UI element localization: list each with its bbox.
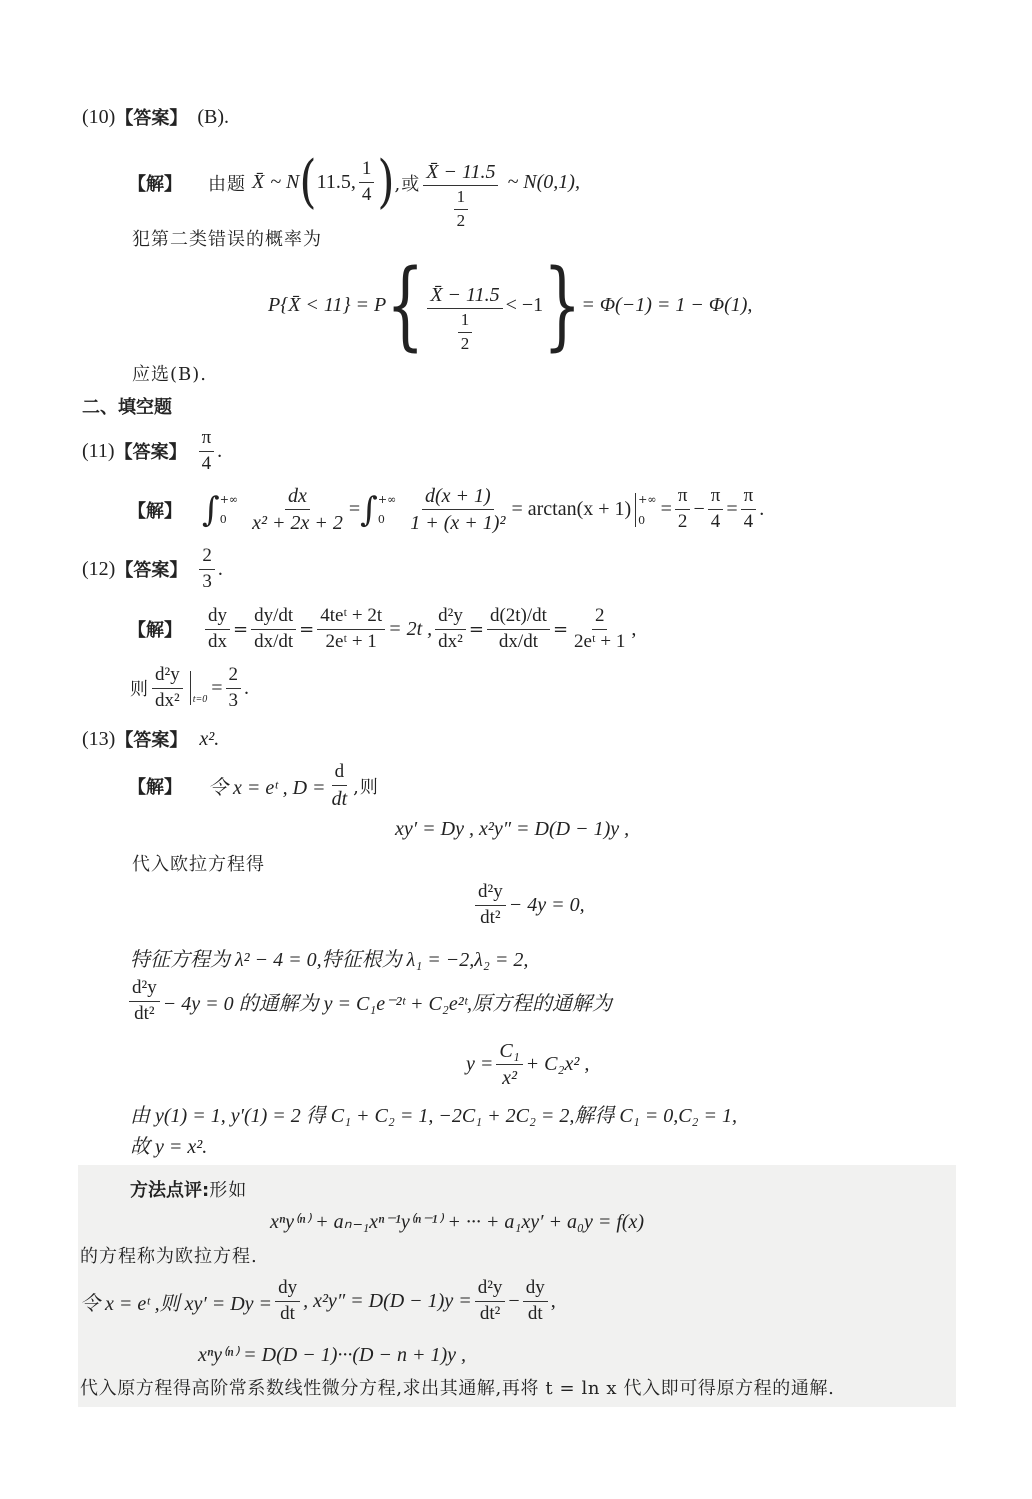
paren: ) (377, 148, 395, 216)
upper-limit: +∞ (219, 492, 239, 506)
formula: , (631, 617, 637, 640)
text-line (130, 1099, 737, 1128)
formula: xⁿy⁽ⁿ⁾ + aₙ₋₁xⁿ⁻¹y⁽ⁿ⁻¹⁾ + ··· + a₁xy′ + a₀y = f(x) (270, 1211, 645, 1233)
formula: 特征方程为 λ² − 4 = 0,特征根为 λ₁ = −2,λ₂ = 2, (130, 949, 529, 971)
numerator: d(x + 1) (422, 485, 494, 510)
formula: y = (466, 1053, 494, 1075)
text: 的方程称为欧拉方程. (80, 1246, 258, 1267)
formula-line (472, 882, 585, 929)
answer-tag: 【答案】 (115, 108, 188, 129)
numerator: d (332, 762, 348, 786)
q13-answer-line (82, 726, 219, 752)
solution-tag: 【解】 (128, 620, 182, 642)
fraction (317, 606, 385, 653)
q10-answer-line (82, 104, 229, 130)
numerator: 2 (592, 606, 608, 630)
formula: + C₂x² , (525, 1053, 590, 1075)
formula-line (80, 1278, 556, 1325)
fraction (129, 978, 160, 1025)
numerator: 1 (359, 159, 375, 183)
formula: = 2t , (388, 617, 433, 640)
q12-answer-line (82, 546, 223, 593)
denominator: 1 + (x + 1)² (410, 512, 506, 534)
answer-tag: 【答案】 (115, 560, 188, 582)
integral-sign: ∫ (202, 489, 220, 530)
limits (378, 490, 396, 530)
solution-tag: 【解】 (128, 776, 182, 798)
denominator: 2 (456, 210, 466, 230)
fraction (675, 486, 691, 533)
text: 代入原方程得高阶常系数线性微分方程,求出其通解,再将 t = ln x 代入即可得原方程的通解. (80, 1378, 835, 1399)
text-line (132, 850, 265, 876)
section-heading (82, 393, 172, 419)
formula: . (217, 439, 223, 462)
numerator: X̄ − 11.5 (423, 161, 498, 186)
denominator: dx² (438, 630, 463, 652)
text: ,或 (394, 173, 421, 195)
q11-answer-line (82, 428, 222, 475)
numerator: d(2t)/dt (487, 606, 550, 630)
fraction (427, 284, 502, 353)
formula: P{X̄ < 11} = P (268, 294, 387, 317)
formula: , (550, 1289, 556, 1312)
text-line (80, 1374, 834, 1400)
denominator: 4 (361, 184, 372, 206)
text-line (80, 1242, 258, 1268)
denominator: 4 (743, 511, 754, 532)
numerator: π (741, 486, 757, 510)
denominator: 2eᵗ + 1 (574, 630, 626, 652)
formula: 令 x = eᵗ ,则 xy′ = Dy = (80, 1292, 273, 1315)
paren: ( (299, 148, 317, 216)
numerator: π (708, 486, 724, 510)
fraction (741, 486, 757, 533)
q11-solution-line (128, 485, 764, 534)
denominator: dt (331, 787, 348, 810)
answer-tag: 【答案】 (115, 730, 188, 751)
answer-tag: 【答案】 (114, 442, 187, 464)
formula: xy′ = Dy , x²y″ = D(D − 1)y , (395, 818, 630, 840)
text: 应选(B). (132, 364, 207, 385)
fraction (251, 606, 296, 653)
formula: , x²y″ = D(D − 1)y = (303, 1289, 472, 1312)
question-number: (11) (82, 439, 115, 462)
evaluation-bar (190, 671, 208, 705)
formula: = (348, 498, 361, 520)
fraction (435, 606, 466, 653)
limits (220, 490, 238, 530)
denominator: 4 (710, 511, 721, 532)
solution-tag: 【解】 (128, 500, 182, 522)
denominator: x² + 2x + 2 (252, 512, 343, 534)
q10-solution-line (128, 135, 580, 230)
denominator: dx/dt (498, 630, 538, 652)
numerator: dy (275, 1278, 300, 1302)
formula: X̄ (252, 171, 265, 194)
fraction (423, 161, 498, 230)
formula: 令 x = eᵗ , D = (208, 777, 326, 800)
text: 形如 (209, 1180, 248, 1201)
q13-solution-line (128, 762, 379, 810)
question-number: (10) (82, 105, 116, 128)
fraction (359, 159, 375, 206)
q12-solution-line: 【解】 $\frac{dy}{dx}$ = $\frac{dy/dt}{dx/dt}$ = $\frac{\text{4teᵗ + 2t}}{\text{2eᵗ + 1}}$ = 2t , $\frac{\text{d²y}}{\text{dx²}}$ = $\frac{d(2t)/dt}{dx/dt}$ = $\frac{2}{\text{2eᵗ + 1}}$ , (128, 605, 637, 652)
numerator: C₁ (496, 1040, 522, 1065)
upper-limit: +∞ (377, 492, 397, 506)
fraction (249, 485, 346, 534)
formula: . (759, 498, 765, 520)
fraction (275, 1278, 300, 1325)
formula: 11.5, (316, 171, 356, 194)
denominator: dt² (479, 1302, 501, 1324)
section-title: 二、填空题 (82, 397, 172, 418)
fraction (487, 606, 550, 653)
evaluation-point: t=0 (192, 694, 208, 706)
denominator: dx² (155, 689, 180, 711)
formula: < −1 (505, 294, 544, 317)
solution-tag: 【解】 (128, 173, 182, 195)
formula-line (466, 1040, 589, 1089)
fraction (226, 665, 242, 712)
denominator: 3 (202, 570, 212, 592)
formula-line (270, 1209, 644, 1234)
denominator: 3 (228, 689, 239, 711)
formula-line (198, 1342, 466, 1367)
fraction (523, 1278, 548, 1325)
numerator: d²y (435, 606, 466, 630)
fraction (199, 428, 215, 475)
fraction (205, 606, 230, 653)
fraction (329, 762, 351, 810)
fraction (475, 1278, 506, 1325)
text: 代入欧拉方程得 (132, 854, 265, 875)
formula: − (693, 498, 705, 520)
denominator: dx/dt (254, 630, 294, 652)
q12-result-line (130, 665, 249, 712)
upper-limit: +∞ (638, 492, 657, 506)
numerator: X̄ − 11.5 (427, 284, 502, 309)
numerator: π (199, 428, 215, 452)
text-line (126, 978, 612, 1025)
denominator: 2eᵗ + 1 (325, 630, 377, 652)
fraction (454, 188, 469, 230)
denominator: x² (502, 1067, 517, 1089)
numerator: 1 (454, 188, 469, 210)
lower-limit: 0 (638, 513, 646, 527)
fraction (458, 311, 473, 353)
answer-value: x². (199, 727, 220, 750)
text: 犯第二类错误的概率为 (132, 229, 322, 250)
text-line (132, 360, 207, 386)
formula: xⁿy⁽ⁿ⁾ = D(D − 1)···(D − n + 1)y , (198, 1344, 467, 1366)
formula: . (217, 557, 223, 580)
denominator: 2 (460, 333, 470, 353)
numerator: dy/dt (251, 606, 296, 630)
numerator: 1 (458, 311, 473, 333)
formula: = (211, 676, 223, 699)
numerator: 2 (226, 665, 242, 689)
denominator: dt² (480, 906, 501, 928)
brace: } (543, 249, 582, 362)
numerator: π (675, 486, 691, 510)
comment-title-line (130, 1176, 247, 1202)
text-line (130, 943, 528, 972)
formula: = arctan(x + 1) (511, 498, 632, 520)
integral-sign: ∫ (360, 489, 378, 530)
denominator: 4 (201, 452, 212, 474)
numerator: d²y (475, 882, 506, 906)
formula: = Φ(−1) = 1 − Φ(1), (581, 294, 753, 317)
fraction (475, 882, 506, 929)
formula: = (726, 498, 738, 520)
formula: ~ N (270, 171, 300, 194)
denominator: dx (208, 630, 227, 652)
comment-title: 方法点评: (130, 1180, 210, 1201)
text: 由题 (208, 173, 246, 195)
formula-line (395, 818, 629, 841)
formula: − 4y = 0 的通解为 y = C₁e⁻²ᵗ + C₂e²ᵗ,原方程的通解为 (162, 992, 613, 1015)
lower-limit: 0 (377, 512, 385, 526)
numerator: dy (205, 606, 230, 630)
formula: 由 y(1) = 1, y′(1) = 2 得 C₁ + C₂ = 1, −2C₁ + 2C₂ = 2,解得 C₁ = 0,C₂ = 1, (130, 1105, 737, 1127)
denominator: dt (527, 1302, 543, 1324)
formula: − 4y = 0, (508, 893, 585, 916)
formula: 故 y = x². (130, 1136, 208, 1158)
fraction (496, 1040, 522, 1089)
denominator: dt (280, 1302, 295, 1324)
numerator: dy (523, 1278, 548, 1302)
answer-value: (B). (197, 105, 229, 128)
text: 则 (130, 679, 149, 701)
formula: ~ N(0,1), (507, 171, 580, 194)
formula: . (244, 676, 250, 699)
text-line (130, 1130, 207, 1159)
question-number: (13) (82, 727, 116, 750)
formula: − (508, 1289, 520, 1312)
numerator: dx (285, 485, 310, 510)
text: ,则 (353, 776, 379, 798)
numerator: d²y (475, 1278, 506, 1302)
numerator: 4teᵗ + 2t (317, 606, 385, 630)
fraction (708, 486, 724, 533)
denominator: 2 (677, 511, 688, 532)
fraction (152, 665, 183, 712)
probability-formula (268, 249, 753, 362)
brace: { (386, 249, 425, 362)
lower-limit: 0 (219, 512, 227, 526)
fraction (407, 485, 508, 534)
text-line (132, 225, 322, 251)
numerator: d²y (129, 978, 160, 1002)
denominator: dt² (134, 1002, 155, 1024)
numerator: d²y (152, 665, 183, 689)
numerator: 2 (199, 546, 215, 570)
fraction (571, 606, 628, 653)
fraction (199, 546, 215, 593)
evaluation-bar (635, 493, 656, 527)
formula: = (660, 498, 672, 520)
question-number: (12) (82, 557, 116, 580)
